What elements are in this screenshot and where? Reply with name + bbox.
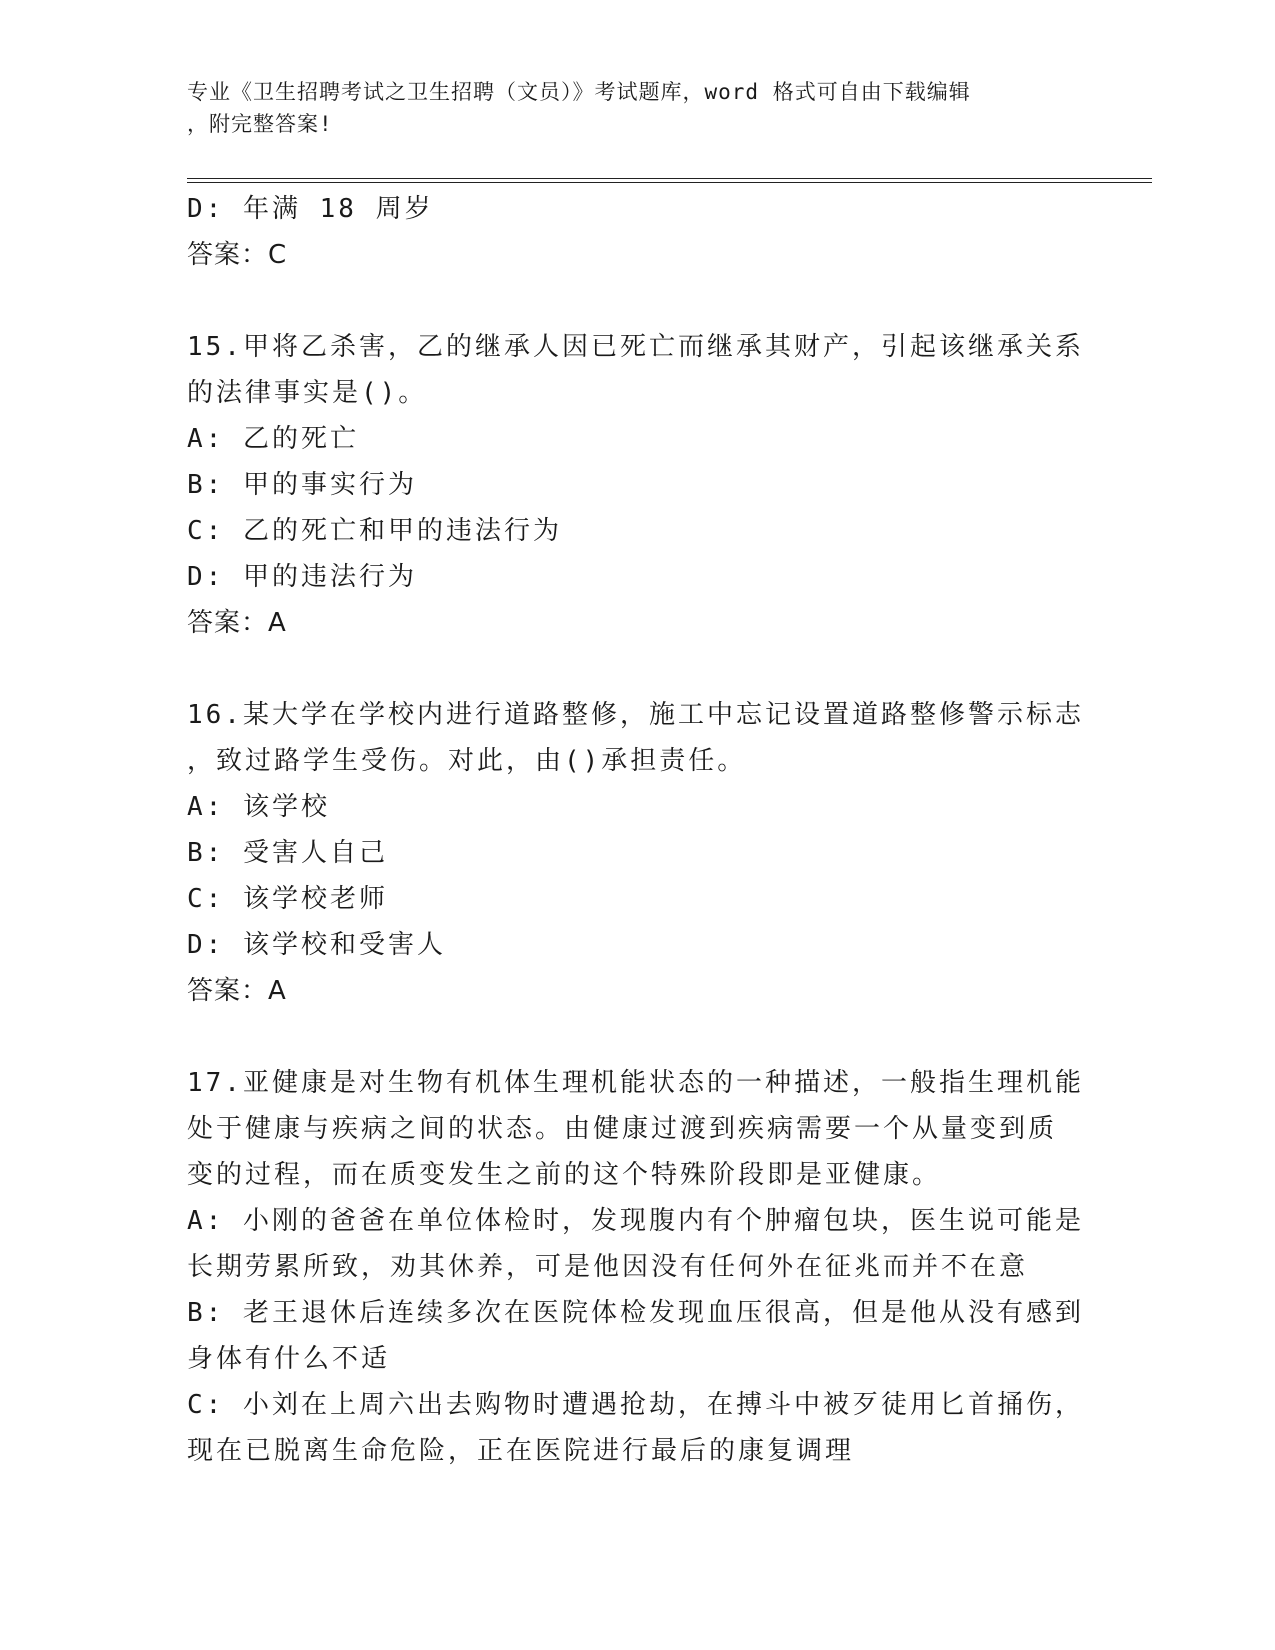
question-stem: 变的过程，而在质变发生之前的这个特殊阶段即是亚健康。 [187, 1160, 942, 1190]
option-a: A: 小刚的爸爸在单位体检时，发现腹内有个肿瘤包块，医生说可能是 [187, 1206, 1084, 1236]
option-b: B: 甲的事实行为 [187, 470, 417, 500]
option-b: B: 老王退休后连续多次在医院体检发现血压很高，但是他从没有感到 [187, 1298, 1084, 1328]
question-stem: 17.亚健康是对生物有机体生理机能状态的一种描述，一般指生理机能 [187, 1068, 1084, 1098]
option-d: D: 该学校和受害人 [187, 930, 446, 960]
question-stem: 16.某大学在学校内进行道路整修，施工中忘记设置道路整修警示标志 [187, 700, 1084, 730]
option-b-cont: 身体有什么不适 [187, 1344, 391, 1374]
question-content [187, 186, 1087, 1474]
option-a: A: 该学校 [187, 792, 330, 822]
option-c: C: 乙的死亡和甲的违法行为 [187, 516, 562, 546]
option-d: D: 甲的违法行为 [187, 562, 417, 592]
header-divider-bottom [187, 182, 1152, 183]
header-line-2: ，附完整答案! [187, 112, 333, 136]
document-header [187, 76, 1067, 140]
spacer [187, 646, 1087, 692]
question-17 [187, 1060, 1087, 1474]
option-b: B: 受害人自己 [187, 838, 388, 868]
option-a: A: 乙的死亡 [187, 424, 359, 454]
header-divider-top [187, 178, 1152, 179]
header-line-1: 专业《卫生招聘考试之卫生招聘（文员）》考试题库，word 格式可自由下载编辑 [187, 80, 971, 104]
option-a-cont: 长期劳累所致，劝其休养，可是他因没有任何外在征兆而并不在意 [187, 1252, 1029, 1282]
question-stem: ，致过路学生受伤。对此，由()承担责任。 [187, 746, 747, 776]
option-c-cont: 现在已脱离生命危险，正在医院进行最后的康复调理 [187, 1436, 855, 1466]
question-15 [187, 324, 1087, 646]
answer: 答案：A [187, 608, 287, 638]
question-stem: 15.甲将乙杀害，乙的继承人因已死亡而继承其财产，引起该继承关系 [187, 332, 1084, 362]
prev-option-d: D: 年满 18 周岁 [187, 194, 434, 224]
answer: 答案：A [187, 976, 287, 1006]
option-c: C: 该学校老师 [187, 884, 388, 914]
option-c: C: 小刘在上周六出去购物时遭遇抢劫，在搏斗中被歹徒用匕首捅伤， [187, 1390, 1084, 1420]
spacer [187, 1014, 1087, 1060]
question-stem: 处于健康与疾病之间的状态。由健康过渡到疾病需要一个从量变到质 [187, 1114, 1058, 1144]
prev-answer: 答案：C [187, 240, 288, 270]
question-stem: 的法律事实是()。 [187, 378, 428, 408]
question-16 [187, 692, 1087, 1014]
spacer [187, 278, 1087, 324]
